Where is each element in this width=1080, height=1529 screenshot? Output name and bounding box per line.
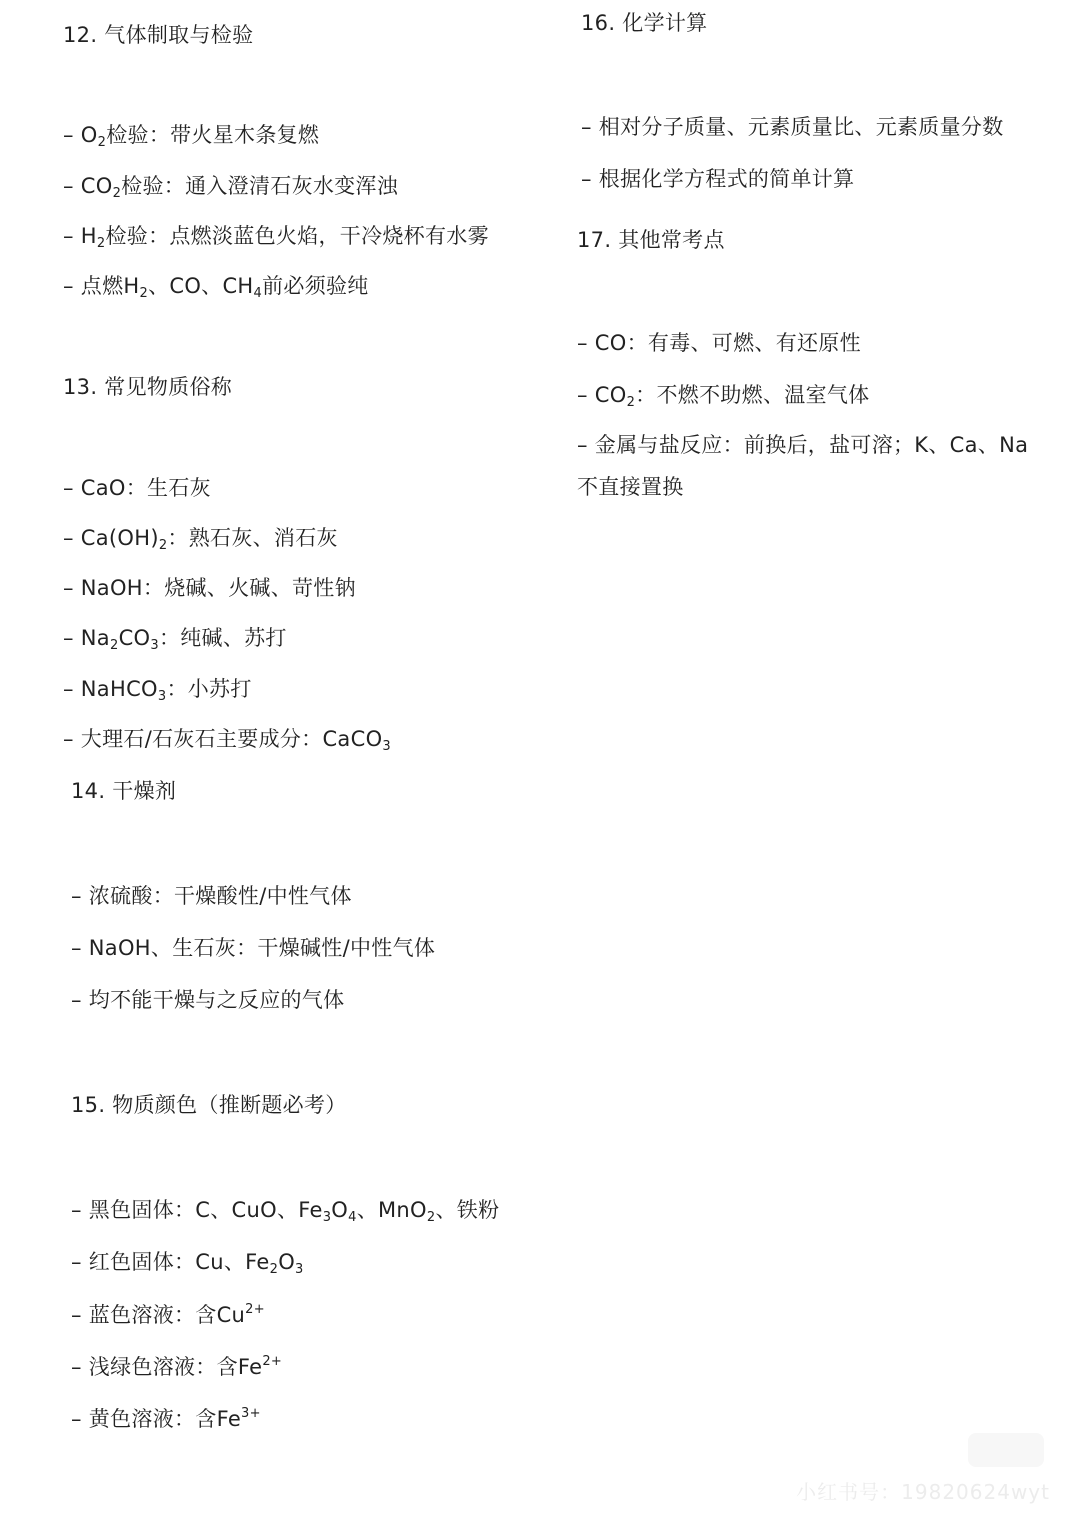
item-text: Ca(OH)	[80, 526, 159, 550]
list-item	[63, 726, 391, 752]
subscript: 4	[348, 1210, 357, 1225]
bullet: –	[581, 167, 592, 191]
section-17-title: 17. 其他常考点	[577, 228, 725, 252]
item-text: CO	[80, 174, 113, 198]
section-14-title: 14. 干燥剂	[71, 779, 177, 803]
item-text: 浓硫酸：干燥酸性/中性气体	[88, 884, 352, 908]
bullet: –	[63, 526, 74, 550]
bullet: –	[577, 383, 588, 407]
subscript: 4	[253, 286, 263, 301]
item-text: 、MnO	[356, 1198, 427, 1222]
list-item	[63, 676, 252, 702]
item-text: 检验：通入澄清石灰水变浑浊	[121, 174, 399, 198]
bullet: –	[63, 476, 74, 500]
item-text: Na	[80, 626, 110, 650]
item-text: 相对分子质量、元素质量比、元素质量分数	[598, 115, 1004, 139]
subscript: 2	[97, 135, 107, 150]
bullet: –	[71, 988, 82, 1012]
item-text: 黄色溶液：含Fe	[88, 1407, 242, 1431]
list-item	[581, 114, 1004, 140]
item-text: 、铁粉	[435, 1198, 500, 1222]
subscript: 2	[426, 1210, 436, 1225]
bullet: –	[63, 727, 74, 751]
item-text: 均不能干燥与之反应的气体	[88, 988, 345, 1012]
list-item	[63, 122, 319, 148]
subscript: 2	[96, 236, 106, 251]
subscript: 3	[382, 739, 391, 754]
item-text: NaOH、生石灰：干燥碱性/中性气体	[88, 936, 436, 960]
bullet: –	[63, 224, 74, 248]
item-text: CO	[118, 626, 151, 650]
bullet: –	[63, 274, 74, 298]
item-text: 检验：带火星木条复燃	[106, 123, 320, 147]
subscript: 2	[626, 395, 636, 410]
item-text: 、CO、CH	[148, 274, 254, 298]
list-item	[63, 525, 338, 551]
item-text: O	[331, 1198, 349, 1222]
item-text: 根据化学方程式的简单计算	[598, 167, 855, 191]
watermark-badge	[968, 1433, 1044, 1467]
list-item	[71, 987, 344, 1013]
superscript: 2+	[245, 1302, 265, 1317]
subscript: 3	[157, 689, 167, 704]
section-15-title: 15. 物质颜色（推断题必考）	[71, 1093, 347, 1117]
item-text: O	[278, 1250, 296, 1274]
bullet: –	[71, 936, 82, 960]
section-16-title: 16. 化学计算	[581, 11, 708, 35]
list-item	[63, 273, 369, 299]
bullet: –	[71, 1407, 82, 1431]
item-text: 金属与盐反应：前换后，盐可溶；K、Ca、Na不直接置换	[577, 433, 1029, 499]
section-13-title: 13. 常见物质俗称	[63, 375, 233, 399]
list-item	[71, 1406, 261, 1432]
subscript: 2	[109, 638, 119, 653]
bullet: –	[577, 331, 588, 355]
right-column	[540, 0, 1080, 700]
list-item	[577, 424, 1039, 508]
list-item	[71, 1197, 499, 1223]
list-item	[71, 1302, 265, 1328]
bullet: –	[577, 433, 588, 457]
watermark: 小红书号：19820624wyt	[796, 1480, 1050, 1504]
item-text: 大理石/石灰石主要成分：CaCO	[80, 727, 383, 751]
item-text: ：熟石灰、消石灰	[167, 526, 338, 550]
item-text: ：纯碱、苏打	[158, 626, 287, 650]
item-text: NaHCO	[80, 677, 158, 701]
superscript: 3+	[241, 1406, 261, 1421]
list-item	[63, 625, 287, 651]
bullet: –	[63, 626, 74, 650]
item-text: ：不燃不助燃、温室气体	[635, 383, 870, 407]
item-text: 检验：点燃淡蓝色火焰，干冷烧杯有水雾	[105, 224, 489, 248]
list-item	[63, 173, 398, 199]
item-text: 浅绿色溶液：含Fe	[88, 1355, 263, 1379]
list-item	[63, 475, 211, 501]
list-item	[577, 330, 861, 356]
subscript: 3	[295, 1262, 304, 1277]
bullet: –	[71, 884, 82, 908]
item-text: CaO：生石灰	[80, 476, 211, 500]
item-text: CO	[594, 383, 627, 407]
list-item	[581, 166, 854, 192]
item-text: ：小苏打	[166, 677, 252, 701]
item-text: H	[80, 224, 97, 248]
item-text: 蓝色溶液：含Cu	[88, 1303, 246, 1327]
list-item	[63, 575, 356, 601]
list-item	[63, 223, 489, 249]
item-text: CO：有毒、可燃、有还原性	[594, 331, 861, 355]
bullet: –	[71, 1198, 82, 1222]
subscript: 2	[269, 1262, 279, 1277]
bullet: –	[71, 1303, 82, 1327]
bullet: –	[581, 115, 592, 139]
section-12-title: 12. 气体制取与检验	[63, 23, 254, 47]
subscript: 2	[158, 538, 168, 553]
list-item	[71, 935, 435, 961]
subscript: 2	[112, 186, 122, 201]
item-text: NaOH：烧碱、火碱、苛性钠	[80, 576, 356, 600]
subscript: 2	[139, 286, 149, 301]
bullet: –	[71, 1250, 82, 1274]
bullet: –	[63, 576, 74, 600]
list-item	[71, 1354, 282, 1380]
item-text: O	[80, 123, 98, 147]
item-text: 点燃H	[80, 274, 140, 298]
item-text: 黑色固体：C、CuO、Fe	[88, 1198, 323, 1222]
bullet: –	[71, 1355, 82, 1379]
subscript: 3	[322, 1210, 332, 1225]
bullet: –	[63, 123, 74, 147]
bullet: –	[63, 677, 74, 701]
list-item	[71, 1249, 304, 1275]
bullet: –	[63, 174, 74, 198]
superscript: 2+	[262, 1354, 283, 1369]
subscript: 3	[150, 638, 159, 653]
list-item	[577, 382, 869, 408]
list-item	[71, 883, 352, 909]
item-text: 红色固体：Cu、Fe	[88, 1250, 270, 1274]
item-text: 前必须验纯	[262, 274, 369, 298]
